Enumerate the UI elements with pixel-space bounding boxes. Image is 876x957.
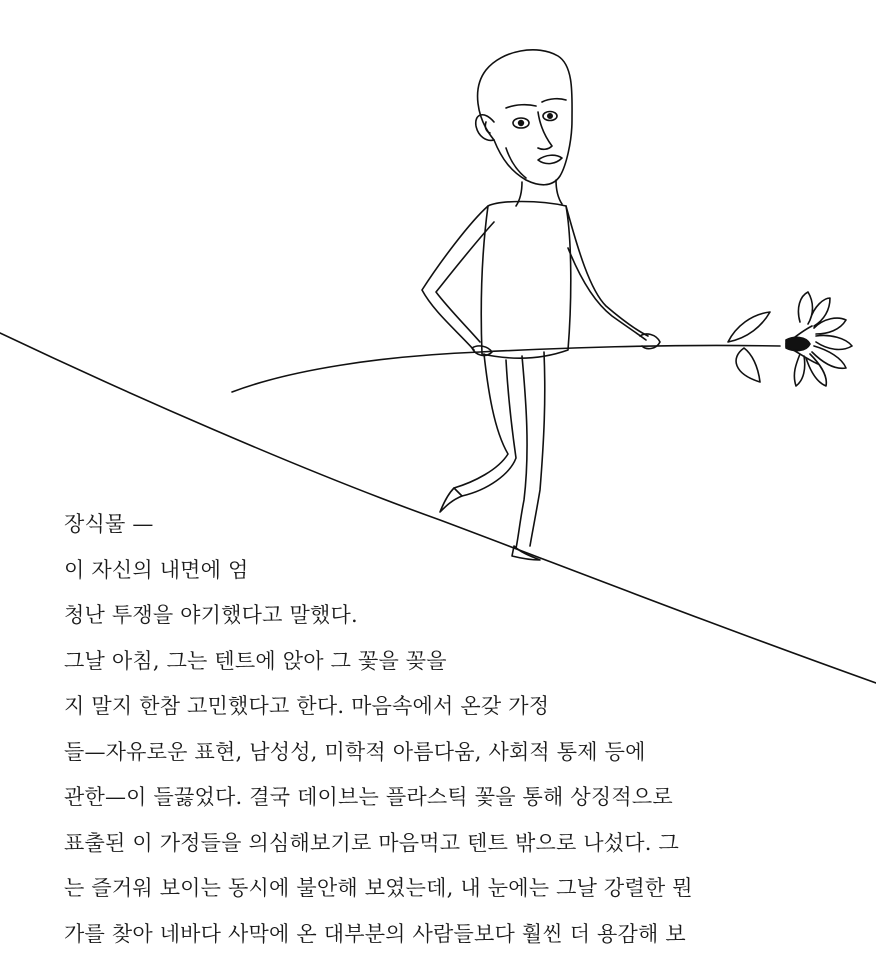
right-arm (566, 206, 648, 340)
text-line: 표출된 이 가정들을 의심해보기로 마음먹고 텐트 밖으로 나섰다. 그 (64, 830, 679, 855)
flower-center (786, 337, 810, 350)
text-line: 청난 투쟁을 야기했다고 말했다. (64, 603, 358, 627)
ear-detail (485, 122, 490, 133)
right-pupil (548, 114, 552, 118)
text-line: 지 말지 한참 고민했다고 한다. 마음속에서 온갖 가정 (64, 694, 550, 718)
lower-leaf (736, 348, 760, 382)
upper-leaf (728, 312, 770, 342)
left-pupil (519, 121, 524, 126)
book-text (64, 502, 784, 957)
text-line: 들—자유로운 표현, 남성성, 미학적 아름다움, 사회적 통제 등에 (64, 739, 646, 764)
text-line: 가를 찾아 네바다 사막에 온 대부분의 사람들보다 훨씬 더 용감해 보 (64, 921, 686, 946)
back-leg (454, 354, 516, 496)
head-outline (478, 50, 572, 185)
mouth (538, 155, 562, 163)
text-line: 는 즐거워 보이는 동시에 불안해 보였는데, 내 눈에는 그날 강렬한 뭔 (64, 876, 693, 900)
text-line: 관한—이 들끓었다. 결국 데이브는 플라스틱 꽃을 통해 상징적으로 (64, 785, 673, 809)
text-line: 이 자신의 내면에 엄 (64, 557, 249, 582)
torso (481, 202, 571, 359)
brows (506, 99, 566, 108)
text-line: 장식물 — (64, 512, 154, 536)
text-line: 그날 아침, 그는 텐트에 앉아 그 꽃을 꽂을 (64, 648, 447, 673)
left-arm (422, 206, 494, 350)
